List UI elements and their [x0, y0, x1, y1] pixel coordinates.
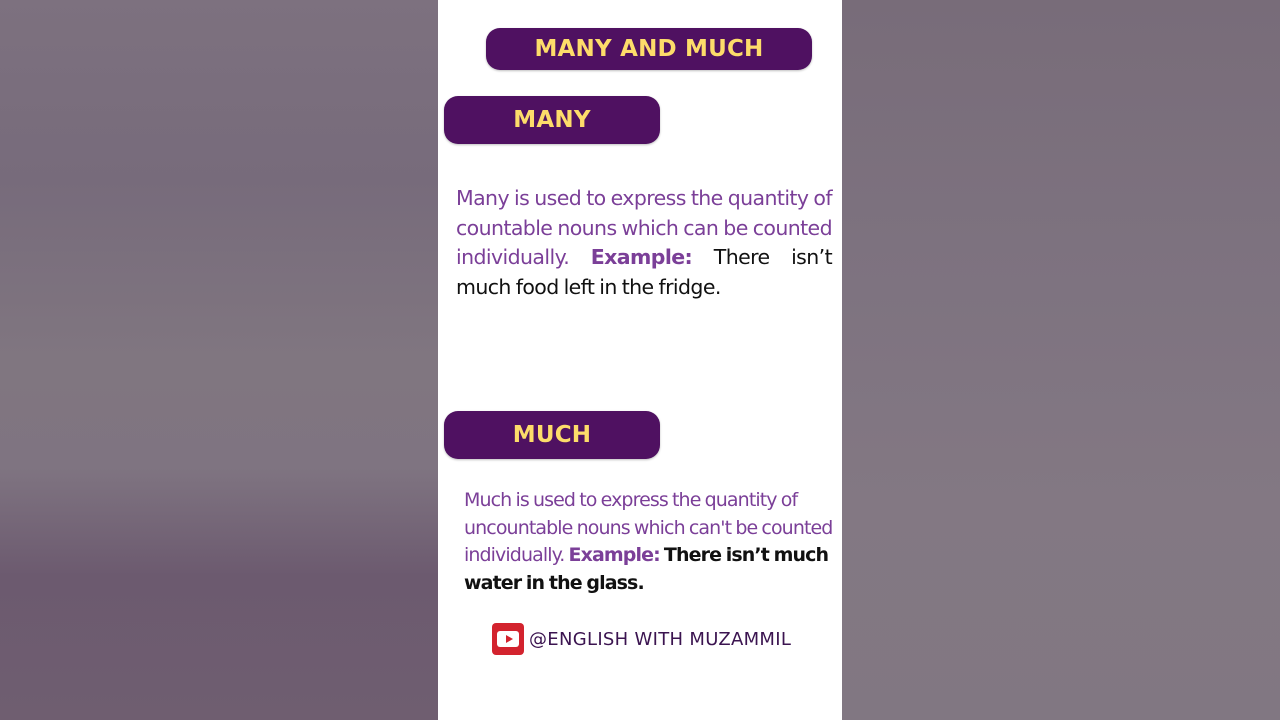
many-example-label: Example:	[590, 245, 693, 269]
much-example-label: Example:	[568, 544, 660, 566]
page-title: MANY AND MUCH	[486, 28, 812, 70]
section-heading-much: MUCH	[444, 411, 660, 459]
content-panel	[438, 0, 842, 720]
much-example-text: There isn’t much water in the glass.	[464, 544, 829, 594]
channel-footer	[492, 623, 791, 655]
many-description	[456, 184, 832, 302]
many-example-text: There isn’t much food left in the fridge.	[456, 245, 833, 299]
channel-handle: @ENGLISH WITH MUZAMMIL	[529, 628, 792, 650]
youtube-icon	[492, 623, 524, 655]
much-description	[464, 487, 836, 597]
section-heading-many: MANY	[444, 96, 660, 144]
many-description-text: Many is used to express the quantity of countable nouns which can be counted individually.	[456, 186, 832, 269]
play-icon	[506, 635, 513, 643]
blurred-background-right	[842, 0, 1280, 720]
much-description-text: Much is used to express the quantity of uncountable nouns which can't be counted individually.	[464, 489, 833, 566]
